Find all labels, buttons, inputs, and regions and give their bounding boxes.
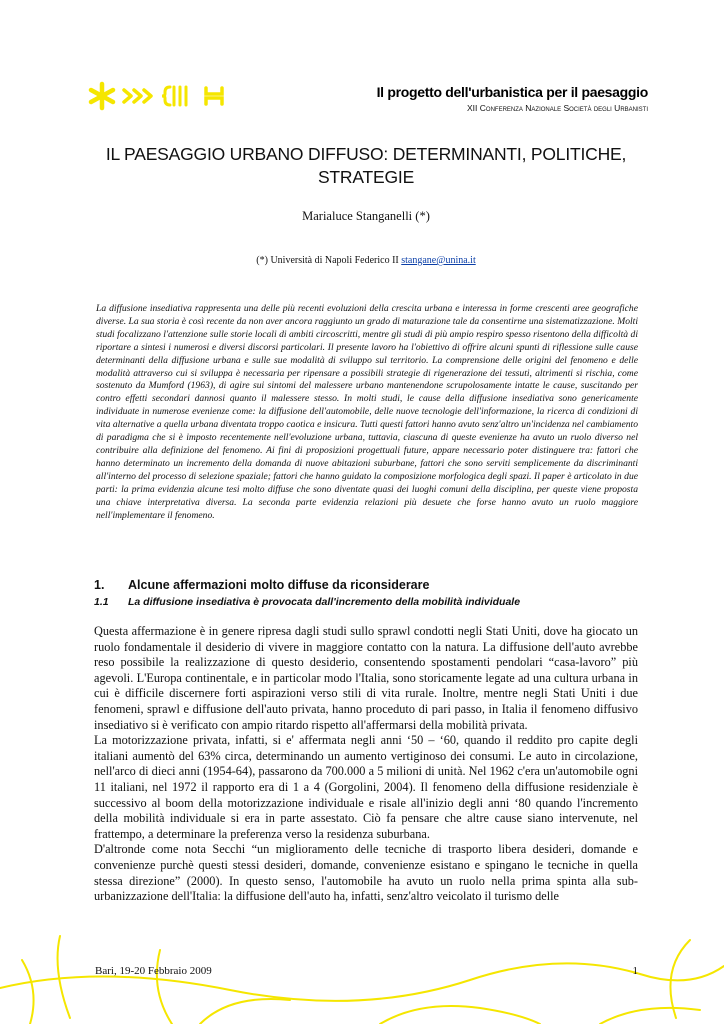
section-heading bbox=[94, 578, 429, 592]
body-text bbox=[94, 624, 638, 905]
subsection-title: La diffusione insediativa è provocata dall'incremento della mobilità individuale bbox=[128, 596, 521, 608]
section-title: Alcune affermazioni molto diffuse da riconsiderare bbox=[128, 578, 430, 592]
subsection-number: 1.1 bbox=[94, 596, 109, 608]
page-number: 1 bbox=[632, 965, 638, 977]
conference-title: Il progetto dell'urbanistica per il paesaggio bbox=[376, 84, 648, 100]
conference-header bbox=[88, 74, 648, 120]
abstract: La diffusione insediativa rappresenta una delle più recenti evoluzioni della crescita urbana e interessa in forme crescenti aree geografiche diverse. La sua storia è così recente da non aver ancora raggiunto un grado di maturazione tale da consentirne una sistematizzazione. Molti studi focalizzano l'attenzione sulle storie locali di ambiti circoscritti, mentre gli studi di più ampio respiro spesso risentono della difficoltà di riportare a sintesi i numerosi e diversi discorsi particolari. Il presente lavoro ha l'obiettivo di offrire alcuni spunti di riflessione sulle cause determinanti della diffusione urbana e sulle sue modalità di sviluppo sul territorio. La comprensione delle origini del fenomeno e delle modalità attraverso cui si sviluppa è necessaria per ripensare a possibili strategie di rigenerazione dei tessuti, altrimenti si rischia, come sostenuto da Mumford (1963), di agire sui sintomi del malessere urbano mantenendone scrupolosamente intatte le cause, suscitando per contro effetti secondari dannosi quanto il malessere stesso. In molti studi, le cause della diffusione insediativa sono genericamente individuate in numerose evenienze come: la diffusione dell'automobile, delle nuove tecnologie dell'informazione, la ricerca di condizioni di vita alternative a quella urbana diventata troppo caotica e insicura. Tutti questi fattori hanno avuto senz'altro un'incidenza nel cambiamento di paradigma che si è imposto recentemente nell'evoluzione urbana, tuttavia, ciascuna di queste evenienze ha avuto un ruolo diverso nel contribuire alla definizione del fenomeno. Ai fini di proposizioni progettuali future, appare necessario poter distinguere tra: fattori che hanno determinato un incremento della domanda di nuove abitazioni suburbane, fattori che sono serviti semplicemente da discriminanti all'interno del processo di selezione spaziale; fattori che hanno guidato la composizione morfologica degli spazi. Il paper è articolato in due parti: la prima evidenzia alcune tesi molto diffuse che sono diventate quasi dei luoghi comuni della disciplina, per queste viene proposta una chiave interpretativa diversa. La seconda parte evidenzia relazioni più desuete che forse hanno avuto un ruolo maggiore nell'implementare il fenomeno. bbox=[96, 303, 638, 521]
paper-title: IL PAESAGGIO URBANO DIFFUSO: DETERMINANTI, POLITICHE, STRATEGIE bbox=[105, 144, 627, 187]
subsection-heading bbox=[94, 596, 520, 608]
body-paragraph: La motorizzazione privata, infatti, si e' affermata negli anni ‘50 – ‘60, quando il reddito pro capite degli italiani aumentò del 63% circa, determinando un aumento vertiginoso dei consumi. Le auto in circolazione, nell'arco di dieci anni (1954-64), passarono da 700.000 a 5 milioni di unità. Nel 1962 c'era un'automobile ogni 11 italiani, nel 1972 il rapporto era di 1 a 4 (Gorgolini, 2004). Il fenomeno della diffusione residenziale è successivo al boom della motorizzazione individuale e risale all'inizio degli anni ‘80 quando l'incremento della mobilità individuale si era in parte assestato. Ciò fa pensare che altre cause siano intervenute, nel frattempo, a determinare la preferenza verso la residenza suburbana. bbox=[94, 733, 638, 841]
conference-subtitle: XII Conferenza Nazionale Società degli Urbanisti bbox=[467, 103, 648, 113]
footer-decoration bbox=[0, 930, 724, 1024]
author-affiliation bbox=[96, 255, 636, 266]
section-number: 1. bbox=[94, 578, 105, 592]
author-email-link[interactable]: stangane@unina.it bbox=[401, 255, 476, 266]
author-name: Marialuce Stanganelli (*) bbox=[302, 209, 430, 223]
affiliation-text: (*) Università di Napoli Federico II bbox=[256, 255, 399, 266]
conference-logo bbox=[88, 74, 268, 120]
body-paragraph: D'altronde come nota Secchi “un miglioramento delle tecniche di trasporto libera desideri, domande e convenienze purchè questi stessi desideri, domande, convenienze esistano e spingano le tecniche in quella stessa direzione” (2000). In questo senso, l'automobile ha avuto un ruolo nella prima spinta alla sub-urbanizzazione dell'Italia: la diffusione dell'auto ha, infatti, senz'altro veicolato il turismo delle bbox=[94, 842, 638, 904]
body-paragraph: Questa affermazione è in genere ripresa dagli studi sullo sprawl condotti negli Stati Uniti, dove ha giocato un ruolo fondamentale il desiderio di vivere in maggiore contatto con la natura. La diffusione dell'auto avrebbe reso possibile la realizzazione di questo desiderio, consentendo spostamenti pendolari “casa-lavoro” più agevoli. L'Europa continentale, e in particolar modo l'Italia, sono storicamente legate ad una cultura urbana in cui è difficile discernere forti aspirazioni verso stili di vita rurale. Inoltre, mentre negli Stati Uniti i due fenomeni, sprawl e diffusione dell'auto privata, hanno proceduto di pari passo, in Italia il fenomeno diffusivo insediativo si è verificato con ampio ritardo rispetto all'affermarsi della mobilità privata. bbox=[94, 624, 638, 732]
footer-place-date: Bari, 19-20 Febbraio 2009 bbox=[95, 965, 212, 977]
logo-graphic bbox=[88, 74, 268, 120]
